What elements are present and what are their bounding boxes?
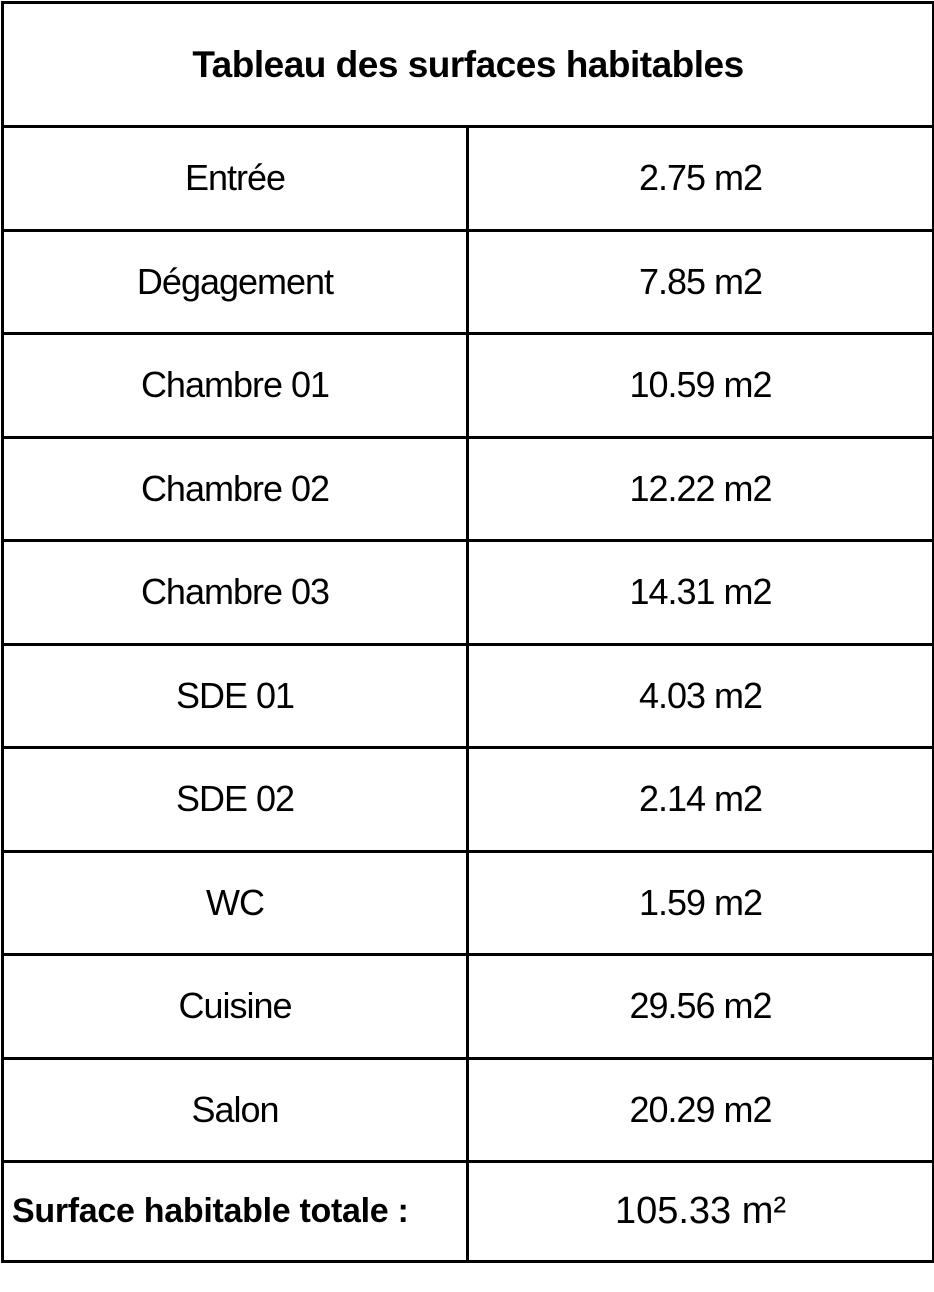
table-title: Tableau des surfaces habitables (3, 3, 934, 127)
table-row (3, 955, 934, 1059)
room-name: SDE 02 (3, 748, 468, 852)
room-area: 29.56 m2 (468, 955, 934, 1059)
room-area: 12.22 m2 (468, 437, 934, 541)
room-name: Salon (3, 1058, 468, 1162)
room-area: 2.75 m2 (468, 127, 934, 231)
total-label: Surface habitable totale : (3, 1162, 468, 1262)
room-name: Chambre 01 (3, 334, 468, 438)
total-value: 105.33 m² (468, 1162, 934, 1262)
room-name: Dégagement (3, 230, 468, 334)
room-name: WC (3, 851, 468, 955)
room-name: SDE 01 (3, 644, 468, 748)
total-row (3, 1162, 934, 1262)
table-row (3, 851, 934, 955)
table-row (3, 541, 934, 645)
table-row (3, 230, 934, 334)
room-area: 14.31 m2 (468, 541, 934, 645)
table-row (3, 437, 934, 541)
room-name: Chambre 03 (3, 541, 468, 645)
room-area: 1.59 m2 (468, 851, 934, 955)
table-row (3, 334, 934, 438)
room-area: 4.03 m2 (468, 644, 934, 748)
room-name: Chambre 02 (3, 437, 468, 541)
room-area: 2.14 m2 (468, 748, 934, 852)
room-name: Cuisine (3, 955, 468, 1059)
room-area: 20.29 m2 (468, 1058, 934, 1162)
surfaces-table (1, 1, 934, 1263)
room-name: Entrée (3, 127, 468, 231)
room-area: 10.59 m2 (468, 334, 934, 438)
table-row (3, 748, 934, 852)
table-row (3, 1058, 934, 1162)
table-row (3, 644, 934, 748)
table-row (3, 127, 934, 231)
room-area: 7.85 m2 (468, 230, 934, 334)
